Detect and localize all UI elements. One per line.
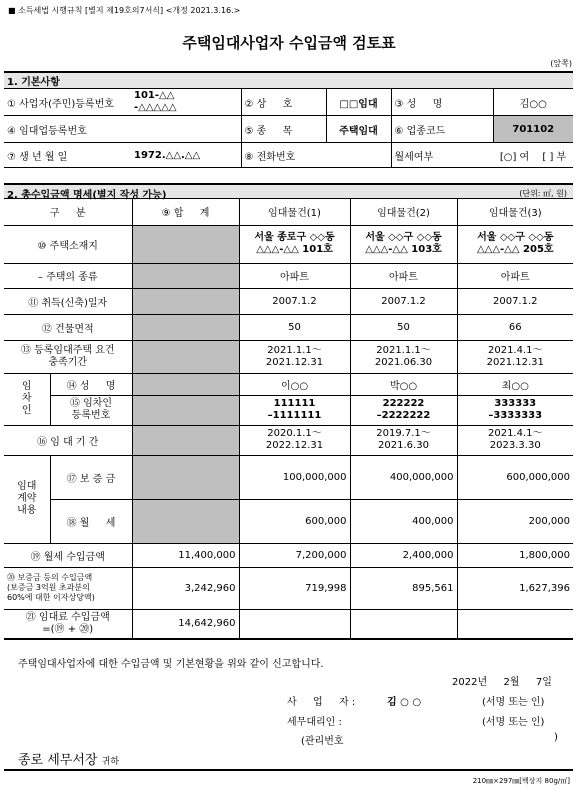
acq-date-label: ⑪ 취득(신축)일자 [4,288,132,314]
rental-reg-value [131,116,241,143]
category-label: ⑤ 종 목 [241,116,326,143]
deposit-total [132,455,239,499]
monthly-rent-value: [○] 여 [ ] 부 [493,143,573,168]
declaration-area [4,643,573,771]
monthly-income-value-3: 1,800,000 [457,543,573,567]
col-header-property-2: 임대물건(2) [350,199,457,225]
tenant-name-label: ⑭ 성 명 [50,373,132,395]
requirement-period-value-1: 2021.1.1～ 2021.12.31 [239,340,350,373]
floor-area-label: ⑫ 건물면적 [4,314,132,340]
floor-area-value-2: 50 [350,314,457,340]
section2-heading: 2. 총수입금액 명세(별지 작성 가능) [7,190,167,201]
monthly-income-value-1: 7,200,000 [239,543,350,567]
tenant-id-value-2: 222222 –2222222 [350,395,457,425]
col-header-total: ⑨ 합 계 [132,199,239,225]
trade-name-value: □□임대 [326,89,391,116]
lease-period-label: ⑯ 임 대 기 간 [4,425,132,455]
deemed-income-value-3: 1,627,396 [457,567,573,609]
house-type-value-3: 아파트 [457,263,573,288]
col-header-property-3: 임대물건(3) [457,199,573,225]
monthly-rent-value-2: 400,000 [350,499,457,543]
monthly-income-value-2: 2,400,000 [350,543,457,567]
tenant-name-value-1: 이○○ [239,373,350,395]
monthly-rent-total [132,499,239,543]
lease-period-value-3: 2021.4.1～ 2023.3.30 [457,425,573,455]
tenant-id-label: ⑮ 임차인 등록번호 [50,395,132,425]
operator-sign-note: (서명 또는 인) [482,697,545,708]
unit-note: (단위: ㎡, 원) [519,189,567,198]
deposit-value-1: 100,000,000 [239,455,350,499]
form-reference: ■ 소득세법 시행규칙 [별지 제19호의7서식] <개정 2021.3.16.> [8,6,241,15]
agent-sign-note: (서명 또는 인) [482,717,545,728]
addressee-suffix: 귀하 [101,757,120,767]
monthly-rent-row-label: ⑱ 월 세 [50,499,132,543]
requirement-period-value-2: 2021.1.1～ 2021.06.30 [350,340,457,373]
tenant-id-value-3: 333333 –3333333 [457,395,573,425]
monthly-rent-value-3: 200,000 [457,499,573,543]
report-date: 2022년 2월 7일 [452,677,552,688]
deemed-income-total: 3,242,960 [132,567,239,609]
deemed-income-value-1: 719,998 [239,567,350,609]
lease-period-value-1: 2020.1.1～ 2022.12.31 [239,425,350,455]
industry-code-label: ⑥ 업종코드 [391,116,493,143]
birth-label: ⑦ 생 년 월 일 [4,143,131,168]
address-value-3: 서울 ◇◇구 ◇◇동 △△△-△△ 205호 [457,225,573,263]
declaration-text: 주택임대사업자에 대한 수입금액 및 기본현황을 위와 같이 신고합니다. [18,659,324,670]
monthly-rent-label: 월세여부 [391,143,493,168]
total-income-value-1 [239,609,350,639]
name-value: 김○○ [493,89,573,116]
house-type-label: – 주택의 종류 [4,263,132,288]
section2-heading-bar [4,183,573,199]
total-income-value-3 [457,609,573,639]
tenant-name-value-2: 박○○ [350,373,457,395]
birth-value: 1972.△△.△△ [131,143,241,168]
floor-area-value-1: 50 [239,314,350,340]
tenant-name-value-3: 최○○ [457,373,573,395]
total-income-value-2 [350,609,457,639]
acq-date-value-2: 2007.1.2 [350,288,457,314]
deposit-label: ⑰ 보 증 금 [50,455,132,499]
acq-date-value-3: 2007.1.2 [457,288,573,314]
tenant-id-value-1: 111111 –1111111 [239,395,350,425]
tenant-id-total [132,395,239,425]
management-number-label: (관리번호 [301,736,344,747]
monthly-income-total: 11,400,000 [132,543,239,567]
section1-heading: 1. 기본사항 [4,72,573,89]
operator-label: 사 업 자 : [287,697,356,708]
paper-spec: 210㎜×297㎜[백상지 80g/㎡] [472,777,570,785]
monthly-rent-value-1: 600,000 [239,499,350,543]
floor-area-value-3: 66 [457,314,573,340]
acq-date-total [132,288,239,314]
requirement-period-value-3: 2021.4.1～ 2021.12.31 [457,340,573,373]
page-side: (앞쪽) [550,59,572,68]
monthly-income-label: ⑲ 월세 수입금액 [4,543,132,567]
basic-info-table [4,71,573,168]
deposit-value-3: 600,000,000 [457,455,573,499]
agent-label: 세무대리인 : [287,717,342,728]
col-header-category: 구 분 [4,199,132,225]
phone-value [326,143,391,168]
deemed-income-value-2: 895,561 [350,567,457,609]
contract-group-label: 임대 계약 내용 [4,455,50,543]
deemed-income-label: ⑳ 보증금 등의 수입금액 (보증금 3억원 초과분의 60%에 대한 이자상당액) [4,567,132,609]
phone-label: ⑧ 전화번호 [241,143,326,168]
address-value-2: 서울 ◇◇구 ◇◇동 △△△-△△ 103호 [350,225,457,263]
house-type-value-1: 아파트 [239,263,350,288]
operator-name: 김 ○ ○ [387,697,422,708]
addressee [18,749,119,768]
house-type-value-2: 아파트 [350,263,457,288]
address-value-1: 서울 종로구 ◇◇동 △△△-△△ 101호 [239,225,350,263]
industry-code-value: 701102 [493,116,573,143]
tenant-group-label: 임 차 인 [4,373,50,425]
total-income-label: ㉑ 임대료 수입금액 =(⑲ + ⑳) [4,609,132,639]
tenant-name-total [132,373,239,395]
reg-no-label: ① 사업자(주민)등록번호 [4,89,131,116]
deposit-value-2: 400,000,000 [350,455,457,499]
category-value: 주택임대 [326,116,391,143]
floor-area-total [132,314,239,340]
col-header-property-1: 임대물건(1) [239,199,350,225]
form-title: 주택임대사업자 수입금액 검토표 [182,34,396,52]
address-total [132,225,239,263]
lease-period-value-2: 2019.7.1～ 2021.6.30 [350,425,457,455]
addressee-office: 종로 세무서장 [18,753,98,768]
total-income-total: 14,642,960 [132,609,239,639]
house-type-total [132,263,239,288]
name-label: ③ 성 명 [391,89,493,116]
rental-reg-label: ④ 임대업등록번호 [4,116,131,143]
requirement-period-total [132,340,239,373]
requirement-period-label: ⑬ 등록임대주택 요건 충족기간 [4,340,132,373]
acq-date-value-1: 2007.1.2 [239,288,350,314]
address-label: ⑩ 주택소재지 [4,225,132,263]
management-number-close: ) [554,732,558,743]
trade-name-label: ② 상 호 [241,89,326,116]
income-table [4,199,573,640]
lease-period-total [132,425,239,455]
reg-no-value: 101-△△ -△△△△△ [131,89,241,116]
